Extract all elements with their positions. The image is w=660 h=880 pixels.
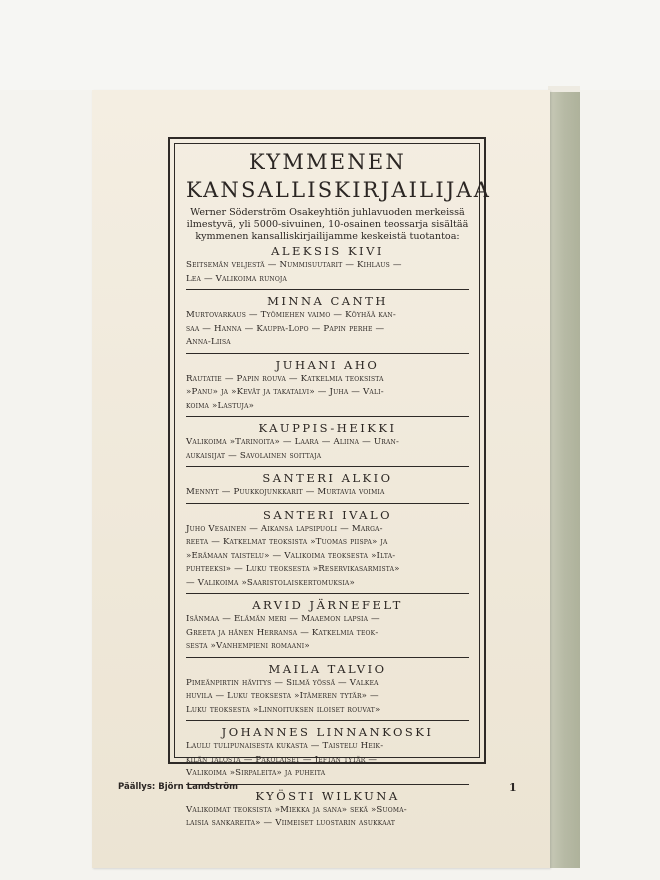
works-line: Pimeänpirtin hävitys — Silmä yössä — Valkea: [186, 677, 379, 688]
author-name: SANTERI IVALO: [262, 507, 393, 522]
works-line: Juho Vesainen — Aikansa lapsipuoli — Marga-: [186, 523, 383, 534]
divider: [186, 289, 469, 290]
works-line: Greeta ja hänen Herransa — Katkelmia teok-: [186, 627, 379, 638]
divider: [186, 593, 469, 594]
works-line: koima »Lastuja»: [186, 400, 255, 411]
author-works: [186, 740, 469, 781]
works-line: — Valikoima »Saaristolaiskertomuksia»: [186, 577, 355, 588]
divider: [186, 503, 469, 504]
divider: [186, 720, 469, 721]
works-line: Anna-Liisa: [186, 337, 231, 347]
works-line: Luku teoksesta »Linnoituksen iloiset rouvat»: [186, 704, 381, 715]
works-line: saa — Hanna — Kauppa-Lopo — Papin perhe —: [186, 323, 385, 334]
author-name: JUHANI AHO: [275, 357, 380, 372]
author-name: JOHANNES LINNANKOSKI: [221, 725, 434, 739]
intro-line: ilmestyvä, yli 5000-sivuinen, 10-osainen teossarja sisältää: [186, 219, 469, 230]
author-name: ARVID JÄRNEFELT: [252, 598, 403, 612]
works-line: Murtovarkaus — Työmiehen vaimo — Köyhää kan-: [186, 310, 396, 320]
works-line: reeta — Katkelmat teoksista »Tuomas piispa» ja: [186, 537, 388, 547]
author-works: [186, 486, 469, 500]
author-name: SANTERI ALKIO: [262, 471, 393, 485]
author-name: KYÖSTI WILKUNA: [255, 788, 400, 803]
author-name: KAUPPIS-HEIKKI: [258, 421, 397, 435]
intro-line: Werner Söderström Osakeyhtiön juhlavuoden merkeissä: [190, 207, 465, 218]
author-name: MAILA TALVIO: [268, 661, 387, 676]
works-line: aukaisijat — Savolainen soittaja: [186, 450, 322, 461]
works-line: Valikoima »Sirpaleita» ja puheita: [186, 768, 326, 778]
author-works: [186, 613, 469, 654]
intro-line: kymmenen kansalliskirjailijamme keskeistä tuotantoa:: [195, 231, 460, 242]
divider: [186, 657, 469, 658]
works-line: Valikoima »Tarinoita» — Laara — Aliina — Uran-: [186, 437, 400, 447]
author-works: [186, 373, 469, 414]
author-works: [186, 436, 469, 463]
divider: [186, 416, 469, 417]
cover-designer-credit: Päällys: Björn Landström: [118, 782, 238, 792]
works-line: huvila — Luku teoksesta »Itämeren tytär» —: [186, 691, 379, 701]
works-line: puhteeksi» — Luku teoksesta »Reservikasarmista»: [186, 564, 400, 574]
works-line: Laulu tulipunaisesta kukasta — Taistelu Heik-: [186, 741, 384, 751]
book-spine: [548, 92, 580, 868]
author-works: [186, 804, 469, 831]
cover-text-block: [186, 148, 492, 834]
title-line-1: KYMMENEN: [248, 150, 406, 174]
works-line: laisia sankareita» — Viimeiset luostarin asukkaat: [186, 818, 396, 828]
divider: [186, 466, 469, 467]
works-line: »Panu» ja »Kevät ja takatalvi» — Juha — Vali-: [186, 387, 384, 397]
author-name: ALEKSIS KIVI: [271, 244, 384, 258]
works-line: »Erämaan taistelu» — Valikoima teoksesta »Ilta-: [186, 550, 396, 561]
background-top: [0, 0, 660, 90]
works-line: Seitsemän veljestä — Nummisuutarit — Kihlaus —: [186, 260, 402, 270]
works-line: Isänmaa — Elämän meri — Maaemon lapsia —: [186, 614, 380, 624]
author-works: [186, 259, 469, 286]
works-line: sesta »Vanhempieni romaani»: [186, 641, 310, 651]
intro-paragraph: [186, 207, 469, 243]
works-line: kilän talosta — Pakolaiset — Jeftan tytär —: [186, 754, 378, 765]
works-line: Valikoimat teoksista »Miekka ja sana» sekä »Suoma-: [186, 804, 407, 815]
works-line: Mennyt — Puukkojunkkarit — Murtavia voimia: [186, 487, 385, 497]
works-line: Rautatie — Papin rouva — Katkelmia teoksista: [186, 373, 384, 384]
works-line: Lea — Valikoima runoja: [186, 273, 288, 284]
divider: [186, 353, 469, 354]
author-works: [186, 677, 469, 718]
author-works: [186, 523, 469, 591]
author-name: MINNA CANTH: [267, 294, 388, 308]
title-line-2: KANSALLISKIRJAILIJAA: [186, 178, 492, 202]
author-works: [186, 309, 469, 350]
page-number: 1: [509, 781, 517, 794]
